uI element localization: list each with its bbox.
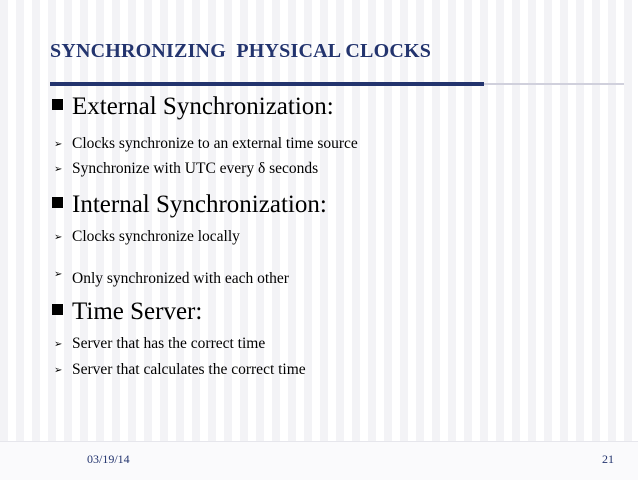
point-calculates-time — [54, 360, 306, 381]
point-label: Only synchronized with each other — [72, 270, 289, 287]
arrowhead-bullet-icon: ➢ — [54, 232, 63, 243]
point-correct-time — [54, 334, 265, 355]
point-each-other — [54, 265, 289, 289]
square-bullet-icon — [52, 304, 63, 315]
point-utc-sync — [54, 159, 318, 180]
point-label: Server that has the correct time — [72, 335, 266, 352]
point-label: Synchronize with UTC every δ seconds — [72, 160, 319, 177]
slide-title: SYNCHRONIZING PHYSICAL CLOCKS — [50, 40, 432, 62]
point-external-source — [54, 134, 358, 155]
arrowhead-bullet-icon: ➢ — [54, 365, 63, 376]
heading-label: Internal Synchronization: — [72, 191, 327, 218]
heading-external-sync — [52, 92, 334, 122]
title-underline-accent — [484, 83, 624, 85]
heading-label: External Synchronization: — [72, 93, 334, 120]
square-bullet-icon — [52, 99, 63, 110]
point-label: Clocks synchronize to an external time source — [72, 135, 358, 152]
footer-date: 03/19/14 — [87, 452, 130, 466]
arrowhead-bullet-icon: ➢ — [54, 164, 63, 175]
point-label: Clocks synchronize locally — [72, 228, 240, 245]
title-underline — [50, 82, 484, 86]
arrowhead-bullet-icon: ➢ — [54, 339, 63, 350]
heading-time-server — [52, 297, 202, 327]
arrowhead-bullet-icon: ➢ — [54, 139, 63, 150]
arrowhead-bullet-icon: ➢ — [54, 269, 63, 280]
point-local-sync — [54, 227, 240, 248]
point-label: Server that calculates the correct time — [72, 361, 306, 378]
page-number: 21 — [602, 452, 614, 466]
heading-internal-sync — [52, 190, 327, 220]
square-bullet-icon — [52, 197, 63, 208]
heading-label: Time Server: — [72, 298, 203, 325]
